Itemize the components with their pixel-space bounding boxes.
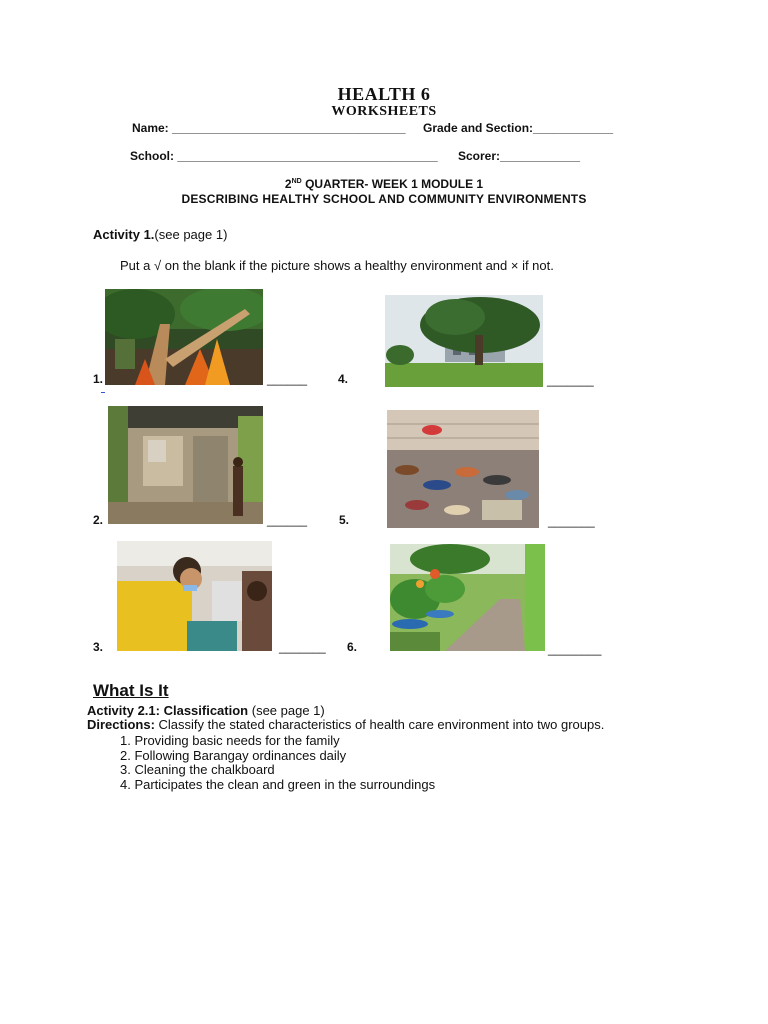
big-tree-field-photo	[385, 295, 543, 387]
stray-mark	[101, 392, 105, 393]
item-number-2: 2.	[93, 513, 104, 527]
burning-tree-photo	[105, 289, 263, 385]
slippers-pile-photo	[387, 410, 539, 528]
activity1-instruction: Put a √ on the blank if the picture shows a healthy environment and × if not.	[120, 258, 554, 273]
answer-blank-5[interactable]: _______	[548, 514, 595, 528]
classification-list	[120, 734, 435, 792]
what-is-it-heading: What Is It	[93, 681, 169, 700]
list-item: 4. Participates the clean and green in the surroundings	[120, 776, 436, 792]
answer-blank-4[interactable]: _______	[547, 373, 594, 387]
worksheet-title: HEALTH 6	[337, 84, 431, 104]
worksheet-subtitle: WORKSHEETS	[331, 104, 437, 119]
module-title: DESCRIBING HEALTHY SCHOOL AND COMMUNITY ENVIRONMENTS	[181, 192, 587, 206]
answer-blank-1[interactable]: ______	[267, 372, 308, 386]
activity1-heading: Activity 1.(see page 1)	[93, 227, 228, 242]
list-item: 3. Cleaning the chalkboard	[120, 762, 275, 777]
item-number-6: 6.	[347, 640, 358, 654]
answer-blank-6[interactable]: ________	[548, 642, 602, 656]
item-number-4: 4.	[338, 372, 349, 386]
item-number-5: 5.	[339, 513, 350, 527]
health-worker-photo	[117, 541, 272, 651]
school-field-label: School: _______________________________________	[130, 149, 438, 163]
quarter-heading: 2ND QUARTER- WEEK 1 MODULE 1	[284, 177, 484, 191]
item-number-1: 1.	[93, 372, 104, 386]
garden-walkway-photo	[390, 544, 545, 651]
answer-blank-2[interactable]: ______	[267, 513, 308, 527]
item-number-3: 3.	[93, 640, 104, 654]
grade-section-field-label: Grade and Section:____________	[423, 121, 614, 135]
scorer-field-label: Scorer:____________	[458, 149, 581, 163]
activity21-heading: Activity 2.1: Classification (see page 1)	[87, 703, 325, 718]
answer-blank-3[interactable]: _______	[279, 640, 326, 654]
list-item: 1. Providing basic needs for the family	[120, 733, 340, 748]
shanty-house-photo	[108, 406, 263, 524]
directions-text: Directions: Classify the stated characteristics of health care environment into two groups.	[87, 717, 605, 732]
list-item: 2. Following Barangay ordinances daily	[120, 747, 347, 763]
name-field-label: Name: ___________________________________	[132, 121, 406, 135]
